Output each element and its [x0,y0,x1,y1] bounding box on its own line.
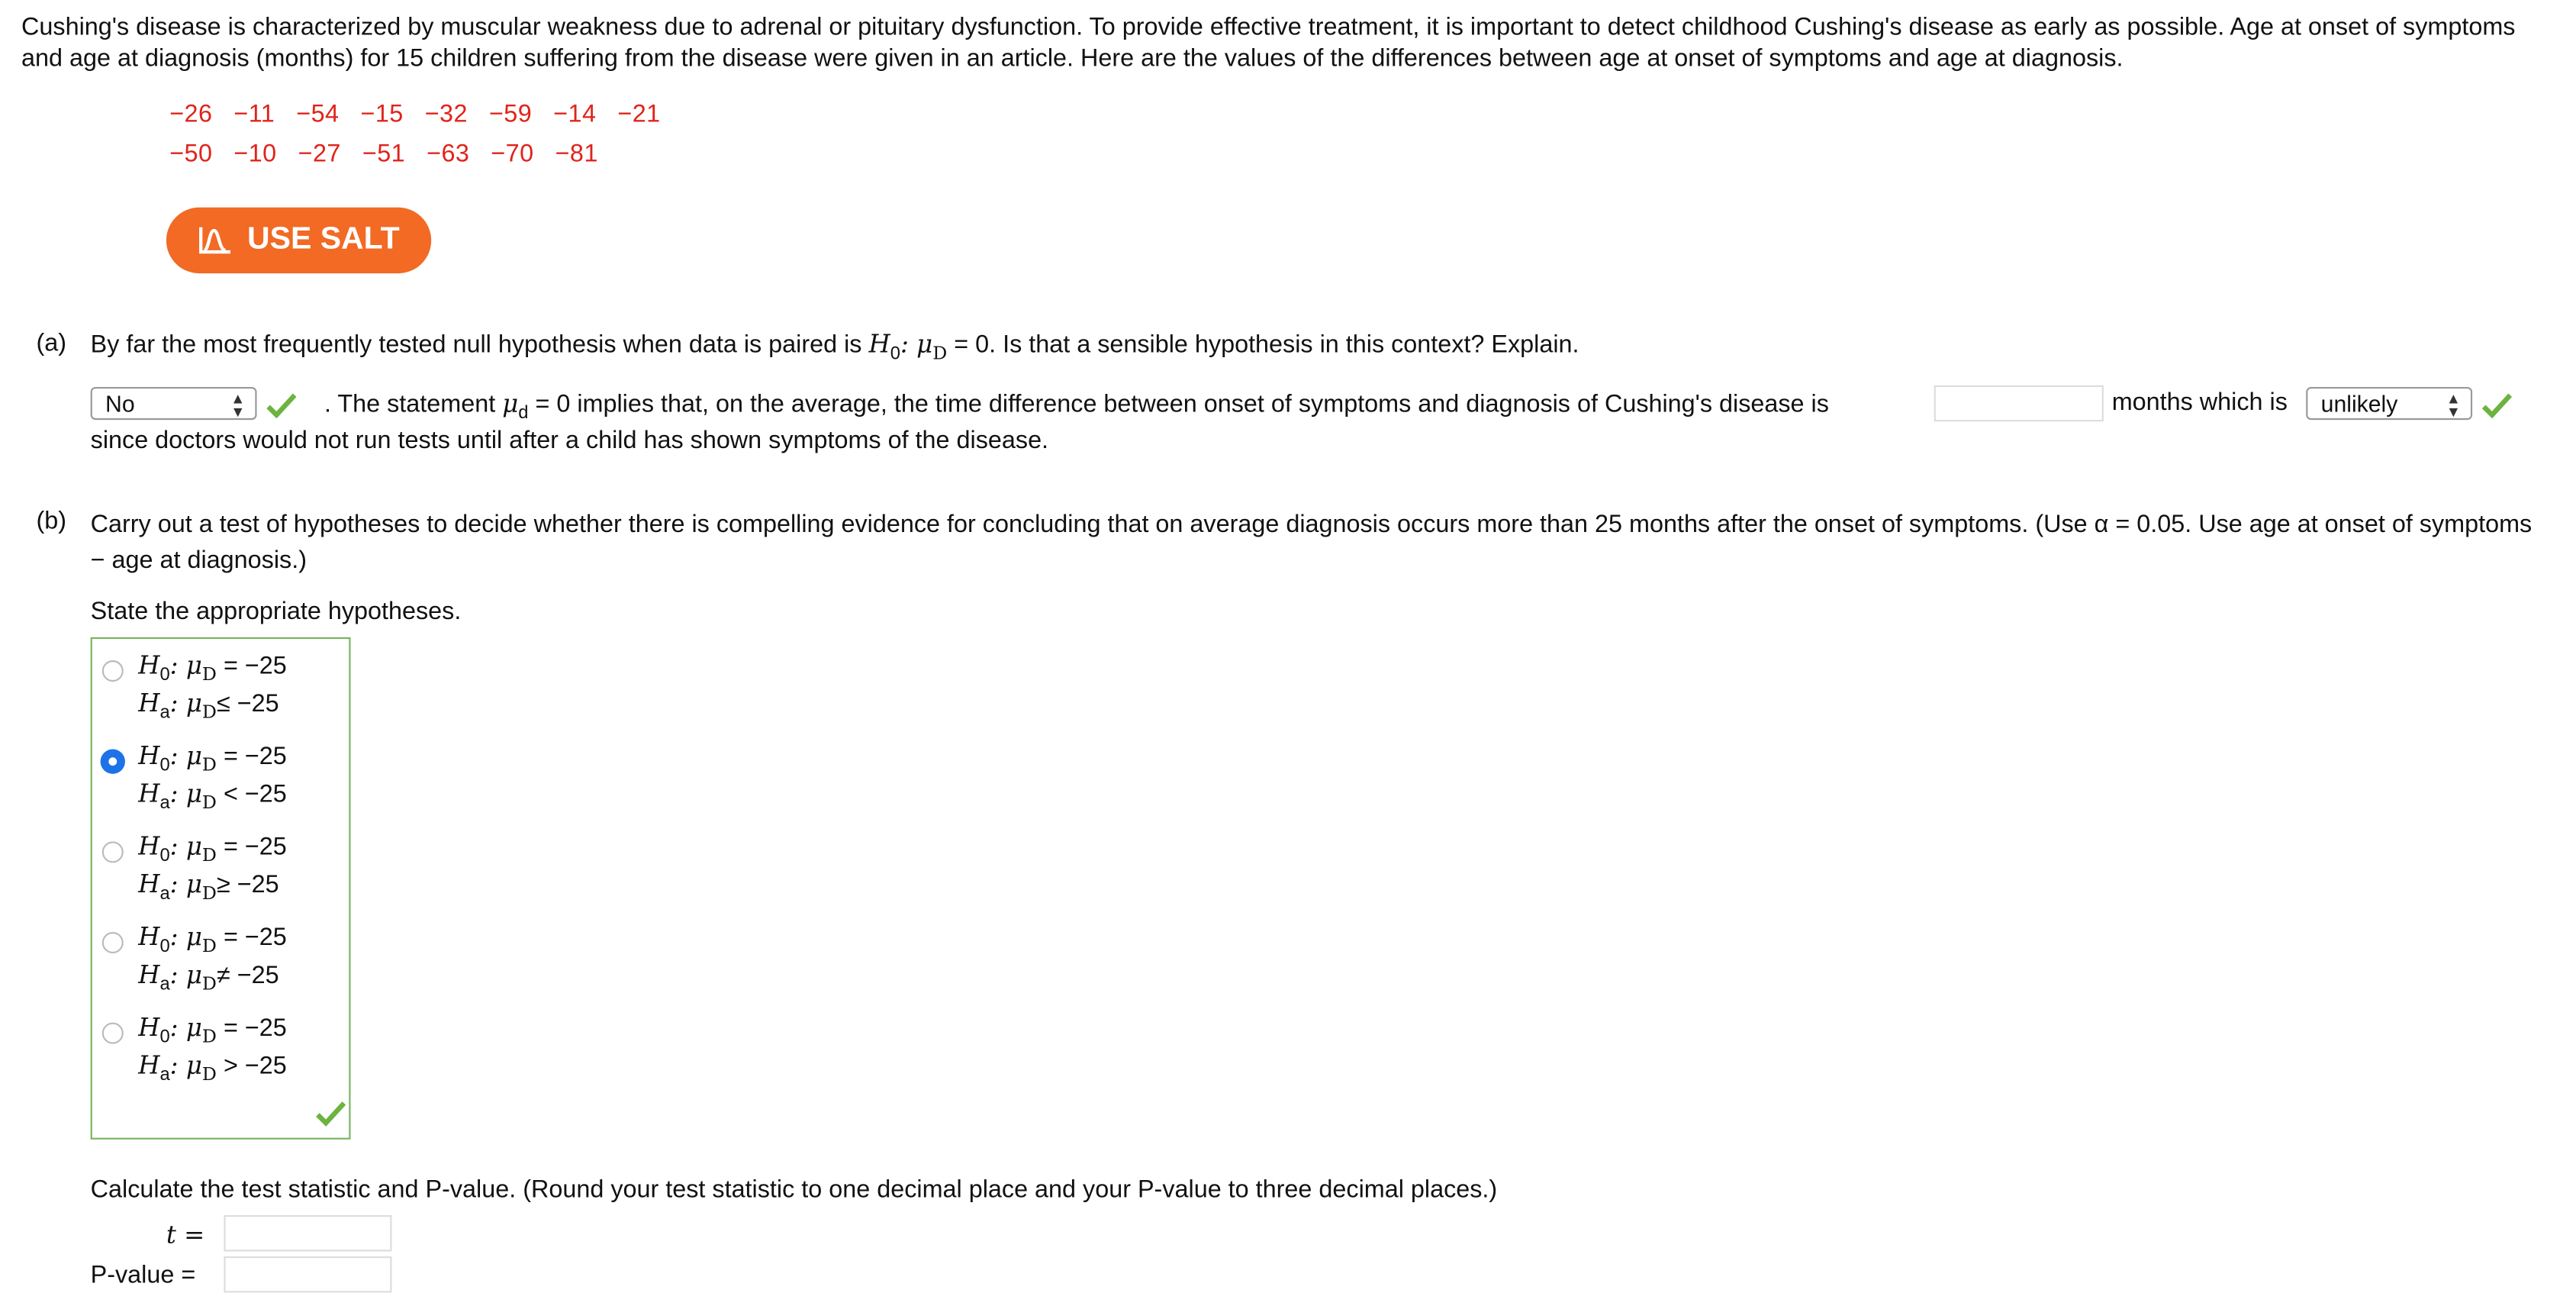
sensible-hypothesis-select[interactable] [91,387,257,420]
h0-value: = −25 [223,742,287,771]
part-a-statement [324,389,1829,423]
months-text: months which is [2111,389,2288,417]
green-checkmark-icon [2482,392,2512,418]
up-down-arrows-icon: ▲ ▼ [230,390,246,421]
mu-symbol: μ [502,389,519,418]
h0-line: $H_0$: $\mu_D = -25$ [138,831,287,866]
data-row-2 [169,140,620,168]
state-hypotheses-prompt: State the appropriate hypotheses. [90,598,462,626]
hypotheses-options [91,637,351,1140]
h0-subscript: 0 [890,343,900,364]
data-value: −27 [298,140,341,169]
ha-value: ≠ −25 [216,961,279,990]
data-value: −26 [169,100,213,129]
p-value-label: P-value = [90,1261,196,1290]
radio-button[interactable] [102,932,124,953]
select-value: No [105,390,135,417]
data-value: −32 [424,100,468,129]
h0-value: = −25 [223,924,287,952]
ha-value: ≤ −25 [216,689,279,718]
data-value: −70 [491,140,534,169]
part-b-question: Carry out a test of hypotheses to decide whether there is compelling evidence for concluding that on average diagnosis occurs more than 25 months after the onset of symptoms. (Use α = 0.05. Use age at onset of symptoms − age at diagnosis.) [90,510,2533,575]
radio-button-selected[interactable] [101,750,125,774]
select-value: unlikely [2320,390,2398,417]
h0-line: $H_0$: $\mu_D = -25$ [138,740,287,776]
data-value: −63 [427,140,470,169]
data-value: −54 [296,100,340,129]
data-value: −21 [617,100,661,129]
t-label-text: t = [166,1220,205,1250]
h0-line: $H_0$: $\mu_D = -25$ [138,922,287,957]
mu-symbol: : μ [900,329,933,360]
hypothesis-option[interactable] [102,650,346,723]
ha-line: $H_a$: $\mu_D\le -25$ [138,688,279,724]
green-checkmark-icon [266,392,296,418]
hypothesis-option[interactable] [102,1013,346,1085]
t-label [166,1220,204,1250]
question-text: = 0. Is that a sensible hypothesis in this context? Explain. [947,331,1579,360]
data-value: −15 [360,100,404,129]
time-difference-input[interactable] [1934,385,2104,421]
data-value: −10 [233,140,277,169]
use-salt-button[interactable] [166,208,431,273]
h0-symbol: H [868,329,890,360]
likelihood-select[interactable] [2306,387,2472,420]
radio-button[interactable] [102,660,124,682]
hypothesis-option[interactable] [102,831,346,904]
hypothesis-option[interactable] [102,922,346,995]
data-value: −11 [233,100,275,129]
mu-subscript: D [932,342,948,364]
h0-value: = −25 [223,652,287,680]
h0-value: = −25 [223,833,287,862]
mu-subscript: d [518,403,529,424]
up-down-arrows-icon: ▲ ▼ [2446,390,2462,421]
hypothesis-option-selected[interactable] [102,741,346,814]
data-row-1 [169,101,681,129]
ha-line: $H_a$: $\mu_D > -25$ [138,1050,287,1085]
part-a-question [91,329,1579,363]
data-value: −14 [553,100,597,129]
h0-line: $H_0$: $\mu_D = -25$ [138,650,287,685]
part-a-line2: since doctors would not run tests until after a child has shown symptoms of the disease. [90,426,1049,455]
ha-line: $H_a$: $\mu_D\ge -25$ [138,869,279,905]
t-statistic-input[interactable] [224,1215,391,1251]
salt-chart-icon [198,226,233,256]
problem-intro: Cushing's disease is characterized by muscular weakness due to adrenal or pituitary dysfunction. To provide effective treatment, it is important to detect childhood Cushing's disease as early as possible. Age at onset of symptoms and age at diagnosis (months) for 15 children suffering from the disease were given in an article. Here are the values of the differences between age at onset of symptoms and age at diagnosis. [21,13,2516,73]
part-b-label: (b) [36,507,67,536]
radio-button[interactable] [102,1023,124,1044]
h0-line: $H_0$: $\mu_D = -25$ [138,1012,287,1047]
part-a-label: (a) [36,329,67,358]
question-text: By far the most frequently tested null hypothesis when data is paired is [90,331,869,360]
ha-value: < −25 [223,780,287,809]
green-checkmark-icon [316,1100,346,1127]
ha-value: > −25 [223,1052,287,1081]
data-value: −50 [169,140,213,169]
data-value: −81 [555,140,598,169]
ha-value: ≥ −25 [216,871,279,899]
calc-prompt: Calculate the test statistic and P-value. (Round your test statistic to one decimal place and your P-value to three decimal places.) [90,1175,1498,1204]
data-value: −59 [488,100,533,129]
ha-line: $H_a$: $\mu_D < -25$ [138,779,287,814]
statement-text: . The statement [324,390,503,418]
h0-value: = −25 [223,1014,287,1043]
data-value: −51 [362,140,406,169]
p-value-input[interactable] [224,1256,391,1292]
ha-line: $H_a$: $\mu_D\ne -25$ [138,959,279,995]
radio-button[interactable] [102,841,124,863]
use-salt-label: USE SALT [247,222,400,257]
statement-text: = 0 implies that, on the average, the time difference between onset of symptoms and diagnosis of Cushing's disease is [528,390,1829,418]
